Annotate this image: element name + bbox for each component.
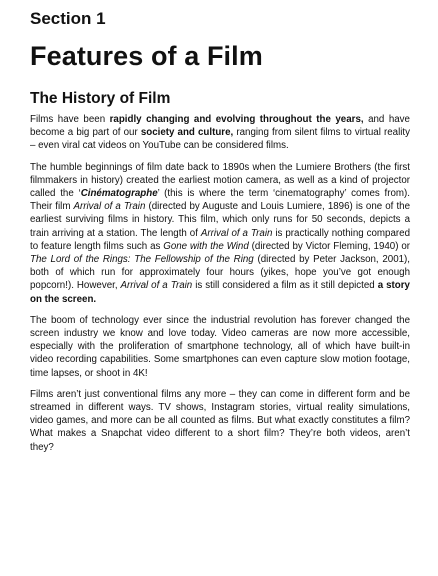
text-run: is practically nothing compared to feature length films such as — [30, 227, 410, 252]
paragraph-formats: Films aren’t just conventional films any more – they can come in different form and be streamed in different ways. TV shows, Instagram stories, virtual reality simulations, video games, and more can be all counted as films. But what exactly constitutes a film? What makes a Snapchat video different to a short film? They’re both videos, aren’t they? — [30, 388, 410, 453]
film-title: Arrival of a Train — [200, 227, 273, 239]
film-title: The Lord of the Rings: The Fellowship of the Ring — [30, 254, 254, 266]
text-run: (directed by Victor Fleming, 1940) or — [248, 240, 411, 252]
text-run: ’ (this is where the term ‘cinematography’ comes from). Their film — [30, 188, 410, 213]
section-heading: The History of Film — [30, 90, 171, 107]
text-run: (directed by Peter Jackson, 2001), both of which run for approximately four hours (yikes, hope you’ve got enough popcorn!). However, — [30, 254, 410, 292]
text-run: and have become a big part of our — [30, 114, 410, 139]
text-run: The humble beginnings of film date back to 1890s when the Lumiere Brothers (the first filmmakers in history) created the earliest motion camera, as well as a kind of projector called the ‘ — [30, 161, 410, 200]
text-run: (directed by Auguste and Louis Lumiere, 1896) is one of the earliest surviving films in history. This film, which only runs for 50 seconds, depicts a train arriving at a station. The length of — [30, 201, 410, 239]
bold-text: a story on the screen. — [30, 280, 410, 305]
film-title: Gone with the Wind — [163, 240, 249, 252]
page-title: Features of a Film — [30, 41, 263, 71]
text-run: is still considered a film as it still depicted — [192, 280, 378, 292]
film-title: Arrival of a Train — [73, 201, 146, 213]
paragraph-intro — [30, 113, 410, 153]
paragraph-beginnings — [30, 161, 410, 306]
paragraph-technology: The boom of technology ever since the industrial revolution has forever changed the screen industry we know and love today. Video cameras are now more accessible, especially with the proliferation of smartphone technology, all of which have built-in video recording capabilities. Some smartphones can even capture slow motion footage, time lapses, or shoot in 4K! — [30, 314, 410, 379]
bold-text: rapidly changing and evolving throughout the years, — [109, 114, 364, 125]
document-page — [30, 8, 410, 454]
section-label: Section 1 — [30, 9, 106, 28]
bold-italic-text: Cinématographe — [80, 188, 158, 200]
bold-text: society and culture, — [140, 127, 234, 139]
film-title: Arrival of a Train — [120, 280, 193, 292]
text-run: ranging from silent films to virtual reality – even viral cat videos on YouTube can be considered films. — [30, 127, 411, 152]
text-run: Films have been — [30, 114, 110, 125]
